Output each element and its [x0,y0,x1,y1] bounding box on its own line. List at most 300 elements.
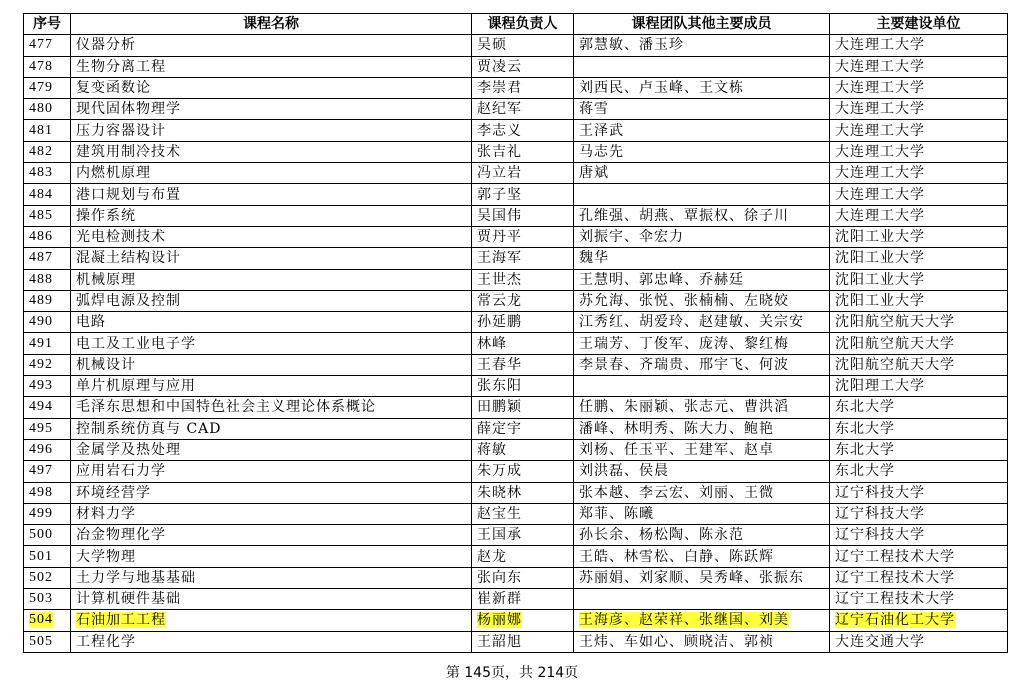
col-no-cell [24,567,71,588]
table-row [24,77,1008,98]
col-team-members-cell [574,120,830,141]
col-leader-text: 吴国伟 [477,207,522,224]
col-leader-text: 赵龙 [477,548,507,565]
table-row [24,567,1008,588]
col-institution-text: 大连理工大学 [835,207,925,224]
col-institution-text: 辽宁科技大学 [835,505,925,522]
table-row [24,99,1008,120]
col-no-text: 479 [29,80,53,96]
col-course-name-text: 建筑用制冷技术 [76,143,181,160]
col-course-name-cell [71,184,472,205]
col-leader-cell [472,589,574,610]
col-no-cell [24,333,71,354]
col-leader-text: 王春华 [477,356,522,373]
col-course-name-text: 仪器分析 [76,37,136,54]
col-team-members-text: 王慧明、郭忠峰、乔赫廷 [579,271,744,288]
col-leader-text: 林峰 [477,335,507,352]
col-team-members-cell [574,77,830,98]
col-leader-cell [472,248,574,269]
col-no-cell [24,631,71,652]
table-row [24,226,1008,247]
col-course-name-cell [71,77,472,98]
col-course-name-cell [71,99,472,120]
col-leader-text: 张吉礼 [477,143,522,160]
col-team-members-text: 刘西民、卢玉峰、王文栋 [579,80,744,97]
table-row [24,248,1008,269]
col-team-members-cell [574,461,830,482]
col-institution-text: 辽宁科技大学 [835,484,925,501]
col-institution-text: 大连理工大学 [835,186,925,203]
col-team-members-cell [574,354,830,375]
col-leader-text: 朱万成 [477,463,522,480]
col-institution-text: 大连理工大学 [835,58,925,75]
col-no-text: 496 [29,442,53,458]
col-course-name-text: 操作系统 [76,207,136,224]
col-course-name-cell [71,333,472,354]
col-team-members-cell [574,163,830,184]
table-row [24,503,1008,524]
col-course-name-cell [71,290,472,311]
col-leader-cell [472,205,574,226]
col-team-members-text: 孔维强、胡燕、覃振权、徐子川 [579,207,789,224]
col-course-name-text: 毛泽东思想和中国特色社会主义理论体系概论 [76,399,376,416]
col-course-name-text: 机械设计 [76,356,136,373]
table-row [24,269,1008,290]
col-no-text: 505 [29,633,53,649]
col-leader-cell [472,163,574,184]
col-no-text: 482 [29,143,53,159]
col-course-name-cell [71,439,472,460]
col-team-members-text: 王皓、林雪松、白静、陈跃辉 [579,548,774,565]
col-institution-cell [830,99,1008,120]
col-course-name-cell [71,120,472,141]
col-leader-cell [472,482,574,503]
col-no-text: 488 [29,271,53,287]
col-leader-text: 朱晓林 [477,484,522,501]
col-team-members-cell [574,141,830,162]
table-row [24,589,1008,610]
table-row [24,376,1008,397]
col-leader-text: 赵宝生 [477,505,522,522]
col-team-members-text: 张本越、李云宏、刘丽、王微 [579,484,774,501]
col-institution-text: 沈阳工业大学 [835,250,925,267]
col-institution-cell [830,439,1008,460]
col-leader-cell [472,290,574,311]
col-course-name-cell [71,418,472,439]
col-no-text: 497 [29,463,53,479]
table-row [24,546,1008,567]
col-team-members-cell [574,226,830,247]
col-course-name-cell [71,610,472,631]
col-leader-cell [472,461,574,482]
col-institution-cell [830,120,1008,141]
col-no-text: 490 [29,314,53,330]
col-no-cell [24,141,71,162]
col-institution-text: 大连理工大学 [835,165,925,182]
col-team-members-cell [574,99,830,120]
col-no-text: 481 [29,122,53,138]
table-row [24,312,1008,333]
col-no-text: 480 [29,101,53,117]
col-course-name-cell [71,226,472,247]
col-institution-cell [830,269,1008,290]
col-course-name-text: 土力学与地基基础 [76,569,196,586]
col-no-text: 502 [29,569,53,585]
col-team-members-cell [574,503,830,524]
col-institution-text: 大连理工大学 [835,143,925,160]
col-no-cell [24,290,71,311]
col-course-name-cell [71,525,472,546]
col-no-text: 478 [29,58,53,74]
col-institution-text: 东北大学 [835,420,895,437]
col-team-members-cell [574,333,830,354]
col-no-cell [24,163,71,184]
table-row [24,205,1008,226]
col-course-name-cell [71,397,472,418]
col-course-name-text: 生物分离工程 [76,58,166,75]
col-leader-cell [472,525,574,546]
col-institution-cell [830,290,1008,311]
col-team-members-text: 马志先 [579,143,624,160]
col-team-members-text: 郑菲、陈曦 [579,505,654,522]
col-no-text: 477 [29,37,53,53]
col-institution-cell [830,525,1008,546]
col-team-members-text: 李景春、齐瑞贵、邢宇飞、何波 [579,356,789,373]
col-institution-cell [830,503,1008,524]
col-no-cell [24,482,71,503]
col-institution-text: 大连理工大学 [835,80,925,97]
col-no-cell [24,376,71,397]
table-row [24,333,1008,354]
header-institution: 主要建设单位 [830,14,1008,35]
col-leader-cell [472,610,574,631]
col-course-name-cell [71,503,472,524]
col-no-cell [24,120,71,141]
col-institution-cell [830,397,1008,418]
col-no-cell [24,226,71,247]
col-no-cell [24,439,71,460]
col-leader-cell [472,269,574,290]
col-course-name-text: 机械原理 [76,271,136,288]
table-row [24,354,1008,375]
col-course-name-cell [71,354,472,375]
col-course-name-text: 光电检测技术 [76,229,166,246]
table-row [24,631,1008,652]
course-table [23,13,1008,653]
col-team-members-cell [574,397,830,418]
col-institution-text: 辽宁石油化工大学 [835,612,955,629]
col-institution-cell [830,312,1008,333]
col-no-text: 503 [29,591,53,607]
col-team-members-cell [574,546,830,567]
col-institution-text: 沈阳工业大学 [835,271,925,288]
col-institution-text: 沈阳理工大学 [835,378,925,395]
col-institution-text: 沈阳工业大学 [835,229,925,246]
col-team-members-cell [574,269,830,290]
col-leader-text: 冯立岩 [477,165,522,182]
col-leader-cell [472,120,574,141]
col-leader-cell [472,333,574,354]
header-course-name: 课程名称 [71,14,472,35]
col-no-text: 489 [29,293,53,308]
col-institution-cell [830,248,1008,269]
col-no-text: 501 [29,548,53,564]
col-no-cell [24,525,71,546]
col-no-cell [24,184,71,205]
col-course-name-cell [71,589,472,610]
col-no-cell [24,99,71,120]
col-team-members-text: 苏丽娟、刘家顺、吴秀峰、张振东 [579,569,804,586]
col-team-members-cell [574,35,830,56]
col-leader-text: 李崇君 [477,80,522,97]
col-institution-cell [830,205,1008,226]
col-leader-cell [472,418,574,439]
col-team-members-cell [574,439,830,460]
col-no-cell [24,418,71,439]
col-team-members-text: 王炜、车如心、顾晓洁、郭祯 [579,633,774,650]
col-course-name-text: 电路 [76,314,106,331]
col-no-text: 487 [29,250,53,266]
col-leader-cell [472,376,574,397]
col-team-members-cell [574,312,830,333]
col-course-name-text: 环境经营学 [76,484,151,501]
col-leader-text: 贾丹平 [477,229,522,246]
header-team-members: 课程团队其他主要成员 [574,14,830,35]
col-course-name-text: 工程化学 [76,633,136,650]
col-team-members-text: 潘峰、林明秀、陈大力、鲍艳 [579,420,774,437]
col-institution-text: 沈阳航空航天大学 [835,335,955,352]
col-team-members-text: 唐斌 [579,165,609,182]
col-leader-text: 赵纪军 [477,101,522,118]
col-leader-text: 张东阳 [477,378,522,395]
col-no-text: 486 [29,229,53,245]
col-institution-text: 东北大学 [835,399,895,416]
col-no-text: 504 [29,612,53,628]
col-team-members-text: 刘振宇、伞宏力 [579,229,684,246]
col-course-name-text: 电工及工业电子学 [76,335,196,352]
table-row [24,56,1008,77]
col-institution-text: 沈阳航空航天大学 [835,356,955,373]
col-institution-cell [830,56,1008,77]
col-team-members-text: 王泽武 [579,122,624,139]
col-team-members-text: 魏华 [579,250,609,267]
col-institution-cell [830,35,1008,56]
col-team-members-cell [574,589,830,610]
col-course-name-text: 混凝土结构设计 [76,250,181,267]
col-team-members-cell [574,376,830,397]
col-team-members-cell [574,418,830,439]
col-institution-text: 辽宁科技大学 [835,527,925,544]
header-leader: 课程负责人 [472,14,574,35]
col-course-name-cell [71,56,472,77]
col-course-name-text: 应用岩石力学 [76,463,166,480]
col-course-name-text: 弧焊电源及控制 [76,293,181,309]
col-leader-cell [472,56,574,77]
col-team-members-text: 王瑞芳、丁俊军、庞涛、黎红梅 [579,335,789,352]
col-team-members-cell [574,248,830,269]
col-team-members-cell [574,290,830,311]
col-leader-cell [472,226,574,247]
col-team-members-cell [574,631,830,652]
col-leader-text: 郭子坚 [477,186,522,203]
table-row [24,418,1008,439]
table-row [24,482,1008,503]
col-no-cell [24,546,71,567]
col-course-name-text: 材料力学 [76,505,136,522]
col-no-cell [24,610,71,631]
col-leader-cell [472,397,574,418]
col-institution-cell [830,184,1008,205]
col-no-cell [24,397,71,418]
table-row [24,120,1008,141]
col-course-name-text: 大学物理 [76,548,136,565]
col-course-name-cell [71,461,472,482]
col-leader-cell [472,354,574,375]
col-course-name-cell [71,35,472,56]
col-leader-text: 杨丽娜 [477,612,522,629]
col-institution-cell [830,376,1008,397]
col-institution-cell [830,77,1008,98]
col-leader-text: 王海军 [477,250,522,267]
col-course-name-cell [71,631,472,652]
col-course-name-text: 控制系统仿真与 CAD [76,420,222,437]
col-institution-text: 辽宁工程技术大学 [835,569,955,586]
col-course-name-text: 冶金物理化学 [76,527,166,544]
page-footer: 第 145页，共 214页 [445,665,579,681]
col-institution-text: 沈阳工业大学 [835,293,925,309]
col-no-cell [24,461,71,482]
col-course-name-text: 金属学及热处理 [76,442,181,459]
table-row [24,35,1008,56]
col-no-cell [24,589,71,610]
col-no-text: 483 [29,165,53,181]
col-leader-text: 张向东 [477,569,522,586]
col-leader-cell [472,77,574,98]
col-team-members-cell [574,56,830,77]
col-team-members-text: 任鹏、朱丽颖、张志元、曹洪滔 [579,399,789,416]
col-no-cell [24,77,71,98]
table-row [24,163,1008,184]
col-institution-cell [830,631,1008,652]
col-no-text: 491 [29,335,53,351]
col-no-text: 485 [29,207,53,223]
col-institution-cell [830,610,1008,631]
table-row [24,184,1008,205]
col-institution-cell [830,461,1008,482]
col-no-cell [24,269,71,290]
col-leader-text: 贾凌云 [477,58,522,75]
col-institution-cell [830,141,1008,162]
col-leader-cell [472,184,574,205]
col-no-cell [24,503,71,524]
col-team-members-cell [574,482,830,503]
table-row [24,141,1008,162]
col-course-name-text: 压力容器设计 [76,122,166,139]
col-team-members-text: 刘杨、任玉平、王建军、赵卓 [579,442,774,459]
col-no-text: 493 [29,378,53,394]
col-no-text: 498 [29,484,53,500]
col-team-members-cell [574,525,830,546]
col-leader-cell [472,35,574,56]
col-no-cell [24,312,71,333]
col-leader-cell [472,631,574,652]
col-no-text: 492 [29,356,53,372]
col-institution-text: 大连理工大学 [835,37,925,54]
col-leader-cell [472,312,574,333]
col-institution-text: 辽宁工程技术大学 [835,548,955,565]
col-leader-cell [472,141,574,162]
table-body [24,35,1008,653]
col-course-name-text: 计算机硬件基础 [76,591,181,608]
col-institution-cell [830,589,1008,610]
col-institution-cell [830,418,1008,439]
col-team-members-text: 刘洪磊、侯晨 [579,463,669,480]
col-course-name-text: 石油加工工程 [76,612,166,629]
col-leader-text: 李志义 [477,122,522,139]
col-course-name-text: 单片机原理与应用 [76,378,196,395]
col-no-cell [24,354,71,375]
col-team-members-text: 孙长余、杨松陶、陈永范 [579,527,744,544]
col-institution-cell [830,567,1008,588]
col-no-text: 484 [29,186,53,202]
col-course-name-cell [71,205,472,226]
col-course-name-cell [71,546,472,567]
col-leader-text: 王国承 [477,527,522,544]
col-institution-text: 大连理工大学 [835,101,925,118]
col-team-members-text: 苏允海、张悦、张楠楠、左晓姣 [579,293,789,309]
col-leader-text: 崔新群 [477,591,522,608]
col-institution-cell [830,333,1008,354]
col-team-members-cell [574,610,830,631]
col-institution-text: 辽宁工程技术大学 [835,591,955,608]
col-no-cell [24,56,71,77]
col-team-members-cell [574,184,830,205]
col-leader-cell [472,546,574,567]
col-course-name-text: 复变函数论 [76,80,151,97]
table-header-row [24,14,1008,35]
col-institution-text: 大连交通大学 [835,633,925,650]
col-course-name-text: 现代固体物理学 [76,101,181,118]
col-institution-cell [830,482,1008,503]
col-institution-cell [830,163,1008,184]
col-leader-text: 蒋敏 [477,442,507,459]
col-institution-cell [830,546,1008,567]
col-institution-cell [830,226,1008,247]
col-team-members-text: 蒋雪 [579,101,609,118]
col-institution-text: 东北大学 [835,463,895,480]
col-institution-text: 东北大学 [835,442,895,459]
col-course-name-cell [71,141,472,162]
table-row [24,525,1008,546]
col-leader-text: 王韶旭 [477,633,522,650]
table-row [24,290,1008,311]
col-course-name-cell [71,376,472,397]
table-row [24,610,1008,631]
col-leader-cell [472,439,574,460]
col-team-members-cell [574,205,830,226]
col-leader-text: 田鹏颖 [477,399,522,416]
col-team-members-text: 王海彦、赵荣祥、张继国、刘美 [579,612,789,629]
col-leader-text: 吴硕 [477,37,507,54]
col-course-name-cell [71,163,472,184]
col-course-name-text: 内燃机原理 [76,165,151,182]
col-institution-text: 沈阳航空航天大学 [835,314,955,331]
col-no-text: 499 [29,505,53,521]
col-course-name-cell [71,269,472,290]
col-leader-cell [472,567,574,588]
table-row [24,439,1008,460]
table-row [24,397,1008,418]
